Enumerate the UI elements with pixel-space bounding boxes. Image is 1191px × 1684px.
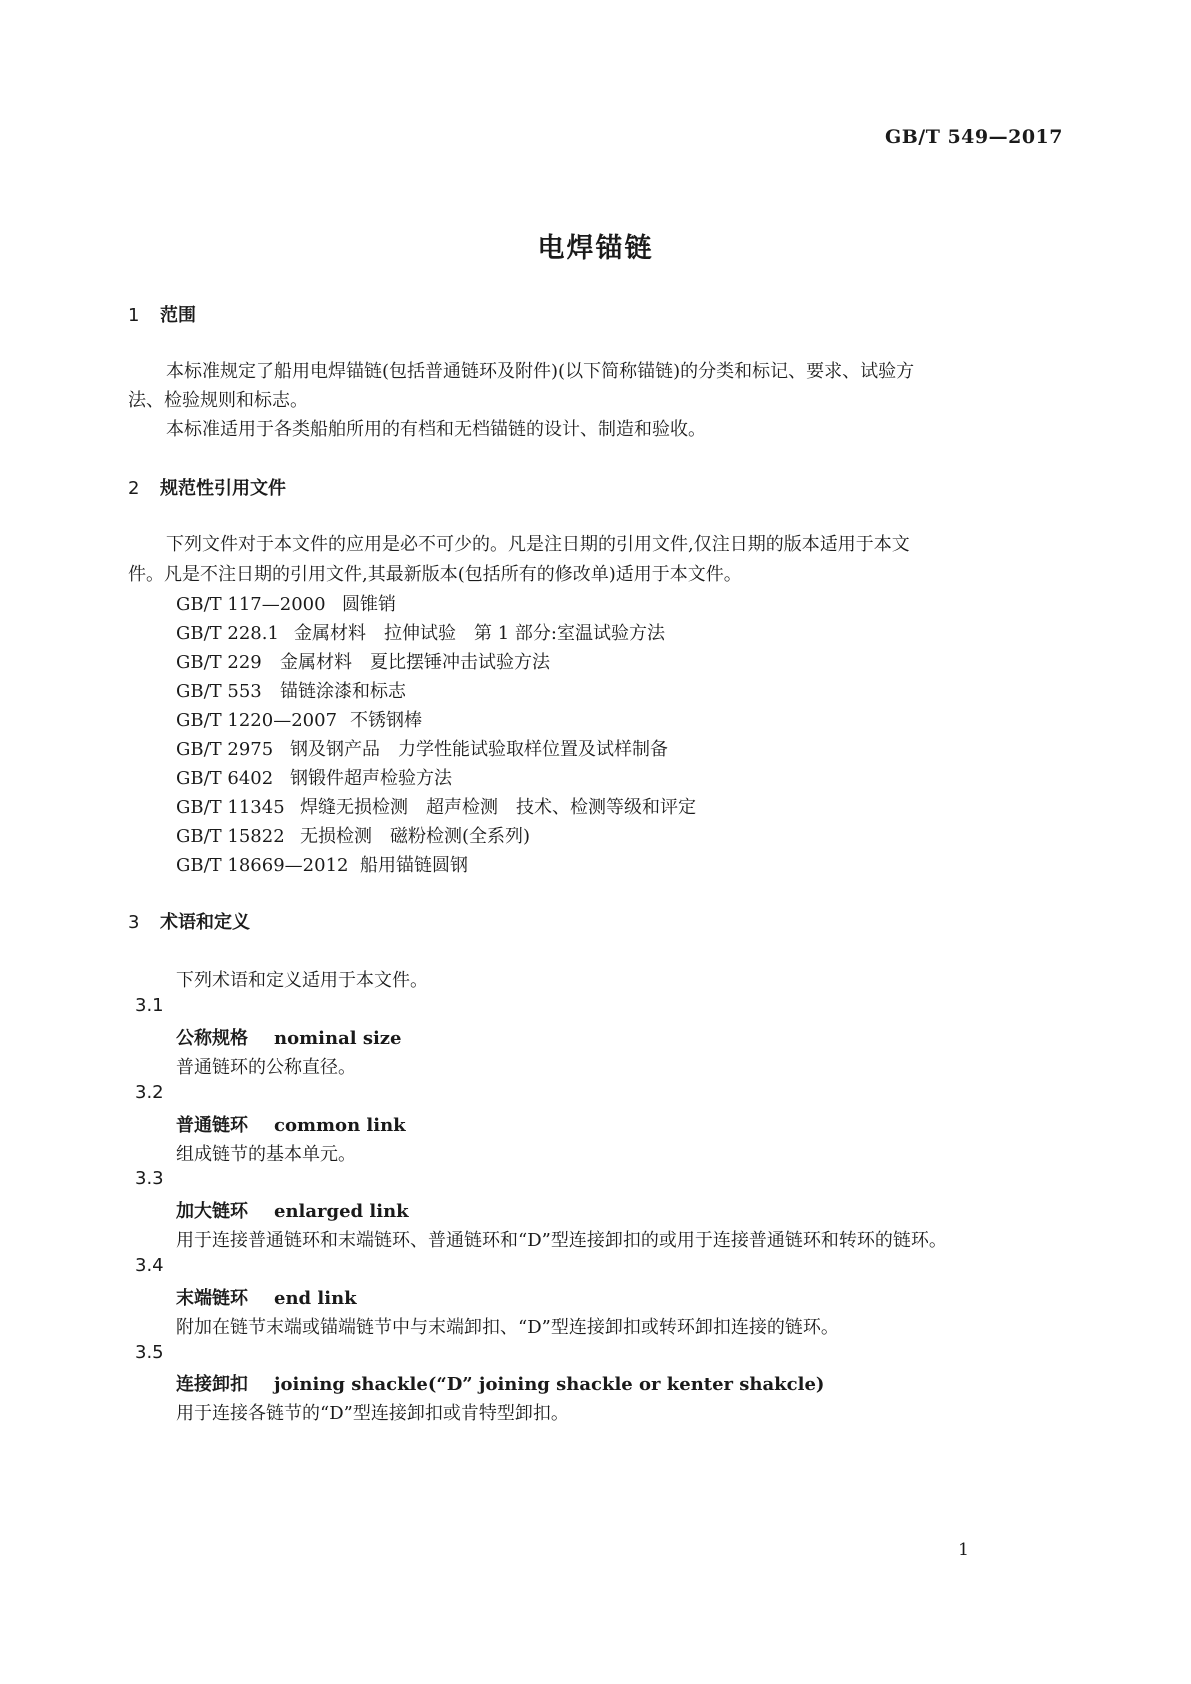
term-number: 3.4: [135, 1255, 164, 1276]
reference-code: GB/T 11345: [176, 797, 285, 818]
paragraph-line: 件。凡是不注日期的引用文件,其最新版本(包括所有的修改单)适用于本文件。: [128, 564, 742, 585]
reference-title: 钢锻件超声检验方法: [290, 768, 452, 789]
reference-code: GB/T 15822: [176, 826, 285, 847]
reference-title: 金属材料 夏比摆锤冲击试验方法: [280, 652, 550, 673]
reference-code: GB/T 228.1: [176, 623, 279, 644]
paragraph-line: 本标准规定了船用电焊锚链(包括普通链环及附件)(以下简称锚链)的分类和标记、要求、试验方: [166, 361, 915, 382]
paragraph-line: 法、检验规则和标志。: [128, 390, 308, 411]
reference-code: GB/T 1220—2007: [176, 710, 338, 731]
reference-code: GB/T 18669—2012: [176, 855, 349, 876]
term-cn: 连接卸扣: [176, 1374, 248, 1395]
section-number: 3: [128, 912, 140, 933]
term-number: 3.3: [135, 1168, 164, 1189]
term-heading: [176, 1370, 824, 1396]
document-title: 电焊锚链: [537, 233, 654, 264]
reference-title: 锚链涂漆和标志: [280, 681, 406, 702]
reference-code: GB/T 553: [176, 681, 262, 702]
term-en: enlarged link: [274, 1201, 409, 1222]
reference-item: [176, 764, 452, 790]
section-title: 范围: [160, 305, 196, 326]
term-cn: 加大链环: [176, 1201, 248, 1222]
reference-title: 不锈钢棒: [350, 710, 422, 731]
term-cn: 末端链环: [176, 1288, 248, 1309]
section-3-heading: [128, 908, 250, 934]
page-number: 1: [958, 1540, 969, 1560]
section-1-heading: [128, 301, 196, 327]
reference-title: 无损检测 磁粉检测(全系列): [300, 826, 531, 847]
term-heading: [176, 1111, 406, 1137]
section-title: 规范性引用文件: [160, 478, 286, 499]
section-number: 2: [128, 478, 140, 499]
term-definition: 用于连接普通链环和末端链环、普通链环和“D”型连接卸扣的或用于连接普通链环和转环的链环。: [176, 1230, 947, 1251]
reference-title: 船用锚链圆钢: [360, 855, 468, 876]
reference-item: [176, 590, 396, 616]
reference-title: 钢及钢产品 力学性能试验取样位置及试样制备: [290, 739, 668, 760]
section-number: 1: [128, 305, 140, 326]
reference-item: [176, 851, 468, 877]
paragraph-line: 下列术语和定义适用于本文件。: [176, 970, 428, 991]
term-en: end link: [274, 1288, 357, 1309]
reference-item: [176, 619, 665, 645]
reference-item: [176, 677, 406, 703]
reference-code: GB/T 6402: [176, 768, 274, 789]
term-heading: [176, 1284, 357, 1310]
reference-code: GB/T 117—2000: [176, 594, 326, 615]
term-definition: 附加在链节末端或锚端链节中与末端卸扣、“D”型连接卸扣或转环卸扣连接的链环。: [176, 1317, 839, 1338]
term-heading: [176, 1024, 401, 1050]
reference-item: [176, 735, 668, 761]
paragraph-line: 下列文件对于本文件的应用是必不可少的。凡是注日期的引用文件,仅注日期的版本适用于本文: [166, 534, 910, 555]
reference-item: [176, 822, 530, 848]
term-definition: 组成链节的基本单元。: [176, 1144, 356, 1165]
term-en: joining shackle(“D” joining shackle or kenter shakcle): [274, 1374, 825, 1395]
term-definition: 普通链环的公称直径。: [176, 1057, 356, 1078]
section-title: 术语和定义: [160, 912, 250, 933]
term-cn: 普通链环: [176, 1115, 248, 1136]
reference-item: [176, 793, 696, 819]
reference-title: 圆锥销: [342, 594, 396, 615]
reference-item: [176, 648, 550, 674]
term-number: 3.1: [135, 995, 164, 1016]
paragraph-line: 本标准适用于各类船舶所用的有档和无档锚链的设计、制造和验收。: [166, 419, 706, 440]
term-definition: 用于连接各链节的“D”型连接卸扣或肯特型卸扣。: [176, 1403, 569, 1424]
reference-code: GB/T 2975: [176, 739, 274, 760]
reference-code: GB/T 229: [176, 652, 262, 673]
reference-item: [176, 706, 422, 732]
term-en: nominal size: [274, 1028, 402, 1049]
term-cn: 公称规格: [176, 1028, 248, 1049]
section-2-heading: [128, 474, 286, 500]
term-en: common link: [274, 1115, 406, 1136]
standard-code: GB/T 549—2017: [884, 126, 1063, 148]
reference-title: 焊缝无损检测 超声检测 技术、检测等级和评定: [300, 797, 696, 818]
term-number: 3.2: [135, 1082, 164, 1103]
term-number: 3.5: [135, 1342, 164, 1363]
reference-title: 金属材料 拉伸试验 第 1 部分:室温试验方法: [294, 623, 665, 644]
term-heading: [176, 1197, 409, 1223]
